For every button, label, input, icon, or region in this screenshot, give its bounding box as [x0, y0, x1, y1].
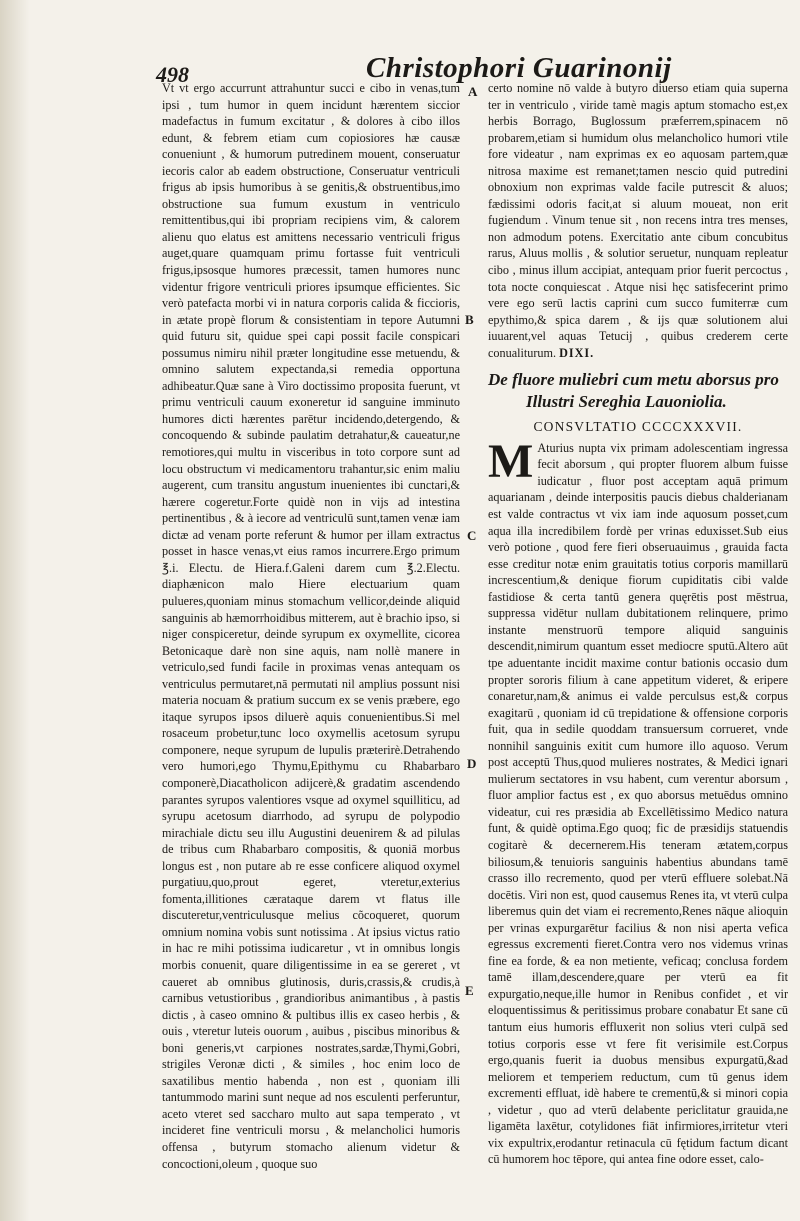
consultation-number: CONSVLTATIO CCCCXXXVII. [533, 419, 743, 435]
running-title: Christophori Guarinonij [366, 52, 672, 84]
left-column-text: Vt vt ergo accurrunt attrahuntur succi e cibo in venas,tum ipsi , tum humor in quem incidunt hærentem siccior madefactus in fumum excitatur , & dolores à cibo illos edunt, & febrem etiam cum copiosiores hæ causæ conueniunt , & humorum putredinem mouent, conseruatur iecoris calor ab eadem obstructione, Conseruatur ventriculi frigus ab ipsis humoribus à se genitis,& obstruentibus,imo obstructione sua fumum exustum in ventriculo remittentibus,qui ibi propriam recipiens vim, & calorem alienu quo elatus est amittens necessario ventriculi frigus auget,quare quamquam primu fortasse fuit ventriculi frigus,ipsosque humores præcessit, tamen humores nunc videntur frigore ventriculi priores ipsumque efficientes. Sic verò patefacta morbi vi in natura corporis calida & ficcioris, in ætate propè florum & consistentiam in tepore Autumni quid futuru sit, quidue spei capi possit facile conspicari possumus nimiru nihil præter longitudine esse metuendu, & omnino salutem expectanda,si remedia opportuna adhibeatur.Quæ sane à Viro doctissimo proposita fuerunt, vt primu ventriculi cauum exoneretur id sanguine imminuto humores dicti hærentes parētur incidendo,detergendo, & concoquendo & subinde paulatim detrahatur,& caueatur,ne remotiores,qui multu in visceribus in toto corpore sunt ad locu obstructum vi medicamentoru trahantur,sic enim maliu augerent, cum transitu angustum inuenientes ibi cunctari,& hærere cogeretur.Forte quidè non in vijs ad intestina pertinentibus , & à iecore ad ventriculū sunt,tamen venæ iam dictæ ad venam porte referunt & humor per illam extractus posset in hasce venas,vt eius ramos incurrere.Ergo primum ℥.i. Electu. de Hiera.f.Galeni darem cum ℥.2.Electu. diaphænicon malo Hiere electuarium quam pulueres,quoniam minus stomachum vellicor,deinde aliquid sanguinis ab hæmorrhoidibus mitterem, aut è brachio ipso, si niger conspiceretur, deinde syrupum ex oxymellite, cicorea Betonicaque darè non sine aquis, nam nollè manere in vetriculo,sed fundi facile in proximas venas antequam os ventriculus permutaret,nā permutati nil amplius possunt nisi materia nocuam & pratium succum ex se venis præbere, ego itaque syrupos ipsos diluerè aquis conuenientibus.Si mel rosaceum probetur,tunc loco oxymellis acetosum syrupu componere, neque syrupum de lupulis præterirè.Detrahendo vero humori,ego Thymu,Epithymu cu Rhabarbaro componerè,Diacatholicon adijcerè,& gradatim ascendendo parantes syrupos valentiores vsque ad oxymel squilliticu, ad syrupu acetosum diarrhodo, ad syrupu de polypodio mirachiale dictu seu illu Augustini deuenirem & ad pilulas de tribus cum Rhabarbaro compositis, & quoniā morbus longus est , non putare ab re esse conficere aliquod oxymel purgatiuu,quo,prout egeret, vteretur,exterius fomenta,illitiones cærataque darem vt flatus ille discuteretur,ventriculusque melius cõcoqueret, quorum omnium nomina vobis sunt notissima . At ipsius victus ratio in hac re mihi potissima iudicaretur , vt in omnibus longis morbis conuenit, quare diligentissime in ea se gereret , vt caueret ab omnibus glutinosis, duris,crassis,& crudis,à carnibus vetustioribus , grandioribus animantibus , à pastis dictis , à caseo omnino & pultibus illis ex caseo herbis , & ouis , vteretur luteis ouorum , auibus , piscibus minoribus & boni generis,vt carpiones nostrates,sardæ,Thymi,Gobri, strigiles Veronæ dicti , & similes , hoc enim loco de saxatilibus mentio habenda , non est , quoniam illi tantummodo marini sunt neque ad nos esculenti perferuntur, aceto vteret sed saccharo multo aut sapa temperato , vt incideret fine ventriculi morsu , & melancholici humoris offensa , butyrum stomacho alienum videtur & concoctioni,oleum , quoque suo [162, 81, 460, 1171]
right-column [488, 80, 788, 1213]
dixi-closing: DIXI. [559, 345, 595, 360]
previous-consultation-text: certo nomine nō valde à butyro diuerso etiam quia superna ter in ventriculo , viride tamè magis aptum stomacho est,ex herbis Borrago, Buglossum præferrem,spinacem nō probarem,etiam si humidum olus melancholico humori vtile fore videatur , nam exprimas ex eo aquosam partem,quæ nitrosa maxime est remanet;tamen nescio quid putredini obnoxium non exprimas valde facile putrescit & aluos; fædissimi odoris facit,at si aluum moueat, non erit fugiendum . Vinum tenue sit , non recens intra tres menses, non admodum potens. Exercitatio ante cibum concubitus rarus, Aluus mollis , & solutior seruetur, nunquam repleatur cibo , minus illum accipiat, antequam prior fuerit percoctus , tota nocte conquiescat . Atque nisi hęc satisfecerint primo vere ego serū lactis caprini cum succo fumiterræ cum epythimo,& spica darem , & ijs quæ solutionem alui iuuarent,vel aquas Tetucij , quibus crederem certe conualiturum. [488, 81, 788, 360]
left-column [162, 80, 460, 1213]
margin-marker-c: C [467, 528, 477, 543]
margin-marker-d: D [467, 756, 477, 771]
consultation-heading [488, 369, 788, 413]
page-number: 498 [156, 62, 189, 87]
margin-marker-b: B [465, 312, 474, 327]
heading-line-2: Illustri Sereghia Lauoniolia. [526, 392, 727, 412]
consultation-body [488, 434, 788, 1168]
drop-cap: M [488, 434, 534, 488]
margin-marker-a: A [468, 84, 478, 99]
page-gutter-shadow [0, 0, 30, 1221]
heading-line-1: De fluore muliebri cum metu aborsus pro [488, 370, 779, 390]
right-column-text-top [488, 80, 788, 361]
consultation-text: Aturius nupta vix primam adolescentiam ingressa fecit aborsum , qui propter fluorem album fuisse iudicatur , fluor post acceptam aquā primum aquarianam , deinde interpositis paucis diebus chalderianam est valde contractus vt vix iam inde aquosum posset,cum aqua illa incredibilem fordè per vrinas eduxisset.Sub eius verò potione , quod fere fieri obseruauimus , grauida facta esse creditur notæ enim grauitatis totius corporis mamillarū increscentium,& denique fiorum cupiditatis cibi valde fastidiose & certa tantū genera quęrētis post mēstrua, suppressa vidētur nullam dubitationem relinquere, primo instante menstruorū tempore aliquid sanguinis descendit,nimirum quantum esset mediocre sputū.Altero aūt tpe aduentante incidit maxime contur bationis occasio dum propter sororis filium à cane appetitum videret, & eripere conaretur,nam,& animus ei valde perculsus est,& corpus exagitarū , quoniam id cū trepidatione & offensione corporis fuit, qua in sedile quoddam transuersum corrueret, vnde nonnihil sanguinis exitit cum humore illo aquoso. Verum post acceptū Thus,quod mulieres nostrates, & Medici ignari mulierum sectatores in vsu habent, cum verentur aborsum , fluor amplior factus est , ex quo aborsus metuēdus omnino videatur, cui res præsidia ab Excellētissimo Medico natura funt, & quidè optima.Ego quoq; fic de præsidijs statuendis cogitarè & decernerem.His teneram ætatem,corpus biliosum,& tenuioris sanguinis habentius abundans tamē crasso illo recremento, quod per vterū effluere solebat.Nā docētis. Viri non est, quod causemus Renes ita, vt vterū culpa liberemus quin det viam ei recremento,Renes nāque alioquin per vrinas expurgarētur facilius & non nisi aperta vefica egressus excrementi fieret.Contra vero nos videmus vrinas fine ea forde, & ea non metiente, veficaq; conclusa fordem tamē illam,descendere,quare per vterū ea fit expurgatio,neque,ille humor in Renibus confidet , et vir eloquentissimus & peritissimus probare conabatur Et sane cū tantum eius humoris effluxerit non solius vteri culpā sed totius corporis esse vt fere fit verisimile est.Corpus ergo,quanis fuerit ia duobus mensibus expurgatū,&ad meliorem et temperiem reductum, cum tū genus idem excrementi effluat, idè habere te crementū,& si minori copia , videtur , quo ad vterū delabente periclitatur grauida,ne ligamēta laxētur, cotylidones fiāt infirmiores,irritetur vteri vix expultrix,erodantur retinacula cū fętidum factum dicant cū humorem hoc tēpore, qui antea fine odore esset, calo- [488, 440, 788, 1167]
margin-marker-e: E [465, 983, 474, 998]
